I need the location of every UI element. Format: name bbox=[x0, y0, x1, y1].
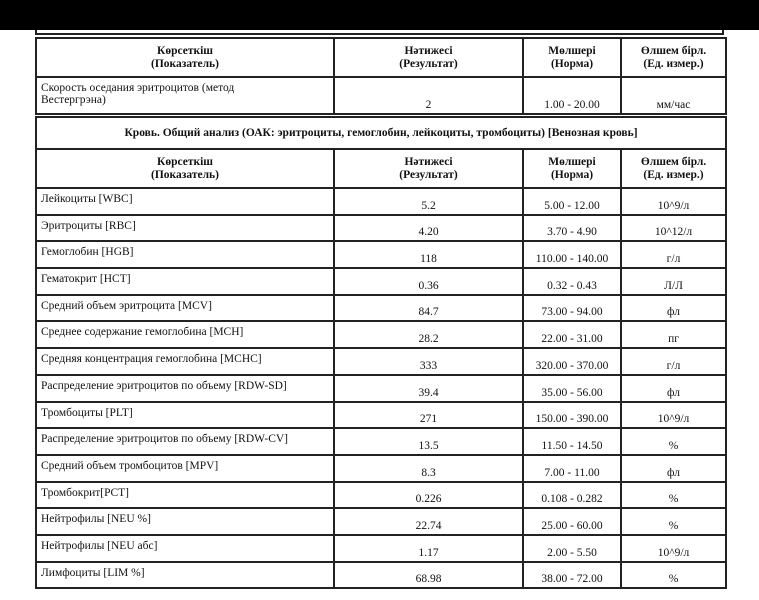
row-unit: % bbox=[621, 482, 726, 509]
row-name: Распределение эритроцитов по объему [RDW-SD] bbox=[36, 375, 334, 402]
row-norm: 7.00 - 11.00 bbox=[523, 455, 621, 482]
row-result: 2 bbox=[334, 77, 523, 114]
row-norm: 22.00 - 31.00 bbox=[523, 321, 621, 348]
header-result: Нәтижесі (Результат) bbox=[334, 149, 523, 188]
row-unit: г/л bbox=[621, 241, 726, 268]
row-norm: 2.00 - 5.50 bbox=[523, 535, 621, 562]
row-result: 333 bbox=[334, 348, 523, 375]
row-norm: 25.00 - 60.00 bbox=[523, 508, 621, 535]
table-row bbox=[36, 402, 726, 429]
row-unit: фл bbox=[621, 455, 726, 482]
row-name: Среднее содержание гемоглобина [MCH] bbox=[36, 321, 334, 348]
table-row bbox=[36, 321, 726, 348]
row-unit: % bbox=[621, 562, 726, 589]
row-result: 0.226 bbox=[334, 482, 523, 509]
row-name: Средняя концентрация гемоглобина [MCHC] bbox=[36, 348, 334, 375]
row-result: 0.36 bbox=[334, 268, 523, 295]
top-black-band bbox=[0, 0, 759, 30]
table-row bbox=[36, 348, 726, 375]
table-row bbox=[36, 535, 726, 562]
row-unit: мм/час bbox=[621, 77, 726, 114]
table-row bbox=[36, 455, 726, 482]
row-result: 5.2 bbox=[334, 188, 523, 215]
row-result: 271 bbox=[334, 402, 523, 429]
row-name: Тромбокрит[PCT] bbox=[36, 482, 334, 509]
table-header bbox=[36, 38, 726, 77]
section-title: Кровь. Общий анализ (ОАК: эритроциты, гемоглобин, лейкоциты, тромбоциты) [Венозная кровь] bbox=[36, 117, 726, 149]
header-norm: Мөлшері (Норма) bbox=[523, 38, 621, 77]
table-row bbox=[36, 562, 726, 589]
table-header bbox=[36, 149, 726, 188]
row-unit: пг bbox=[621, 321, 726, 348]
row-name: Эритроциты [RBC] bbox=[36, 215, 334, 242]
row-norm: 0.108 - 0.282 bbox=[523, 482, 621, 509]
row-name: Распределение эритроцитов по объему [RDW-CV] bbox=[36, 428, 334, 455]
row-result: 39.4 bbox=[334, 375, 523, 402]
row-norm: 38.00 - 72.00 bbox=[523, 562, 621, 589]
row-result: 4.20 bbox=[334, 215, 523, 242]
row-name: Средний объем эритроцита [MCV] bbox=[36, 295, 334, 322]
row-unit: 10^9/л bbox=[621, 188, 726, 215]
row-norm: 150.00 - 390.00 bbox=[523, 402, 621, 429]
table-row bbox=[36, 268, 726, 295]
row-result: 8.3 bbox=[334, 455, 523, 482]
row-norm: 0.32 - 0.43 bbox=[523, 268, 621, 295]
row-unit: % bbox=[621, 428, 726, 455]
row-result: 84.7 bbox=[334, 295, 523, 322]
row-norm: 110.00 - 140.00 bbox=[523, 241, 621, 268]
table-row bbox=[36, 482, 726, 509]
header-norm: Мөлшері (Норма) bbox=[523, 149, 621, 188]
header-result: Нәтижесі (Результат) bbox=[334, 38, 523, 77]
row-name: Гемоглобин [HGB] bbox=[36, 241, 334, 268]
table-row bbox=[36, 428, 726, 455]
header-unit: Өлшем бірл. (Ед. измер.) bbox=[621, 38, 726, 77]
table-row bbox=[36, 295, 726, 322]
table-row bbox=[36, 188, 726, 215]
row-name: Тромбоциты [PLT] bbox=[36, 402, 334, 429]
row-norm: 320.00 - 370.00 bbox=[523, 348, 621, 375]
row-unit: 10^9/л bbox=[621, 535, 726, 562]
row-unit: 10^9/л bbox=[621, 402, 726, 429]
row-unit: 10^12/л bbox=[621, 215, 726, 242]
row-norm: 11.50 - 14.50 bbox=[523, 428, 621, 455]
row-unit: фл bbox=[621, 375, 726, 402]
header-indicator: Көрсеткіш (Показатель) bbox=[36, 149, 334, 188]
row-norm: 1.00 - 20.00 bbox=[523, 77, 621, 114]
previous-table-edge bbox=[35, 30, 724, 35]
cbc-table bbox=[35, 116, 727, 589]
row-name: Нейтрофилы [NEU абс] bbox=[36, 535, 334, 562]
row-name: Лейкоциты [WBC] bbox=[36, 188, 334, 215]
row-result: 22.74 bbox=[334, 508, 523, 535]
row-norm: 35.00 - 56.00 bbox=[523, 375, 621, 402]
row-result: 118 bbox=[334, 241, 523, 268]
table-row bbox=[36, 77, 726, 114]
table-row bbox=[36, 215, 726, 242]
header-unit: Өлшем бірл. (Ед. измер.) bbox=[621, 149, 726, 188]
row-name: Лимфоциты [LIM %] bbox=[36, 562, 334, 589]
table-row bbox=[36, 508, 726, 535]
table-row bbox=[36, 241, 726, 268]
row-unit: Л/Л bbox=[621, 268, 726, 295]
row-result: 1.17 bbox=[334, 535, 523, 562]
section-title-row bbox=[36, 117, 726, 149]
row-name: Гематокрит [HCT] bbox=[36, 268, 334, 295]
row-result: 28.2 bbox=[334, 321, 523, 348]
row-result: 13.5 bbox=[334, 428, 523, 455]
header-indicator: Көрсеткіш (Показатель) bbox=[36, 38, 334, 77]
row-norm: 73.00 - 94.00 bbox=[523, 295, 621, 322]
row-unit: г/л bbox=[621, 348, 726, 375]
row-name: Скорость оседания эритроцитов (метод Вестергрэна) bbox=[36, 77, 334, 114]
row-norm: 3.70 - 4.90 bbox=[523, 215, 621, 242]
row-name: Средний объем тромбоцитов [MPV] bbox=[36, 455, 334, 482]
table-row bbox=[36, 375, 726, 402]
row-unit: фл bbox=[621, 295, 726, 322]
esr-table bbox=[35, 37, 727, 115]
row-result: 68.98 bbox=[334, 562, 523, 589]
row-name: Нейтрофилы [NEU %] bbox=[36, 508, 334, 535]
row-norm: 5.00 - 12.00 bbox=[523, 188, 621, 215]
row-unit: % bbox=[621, 508, 726, 535]
